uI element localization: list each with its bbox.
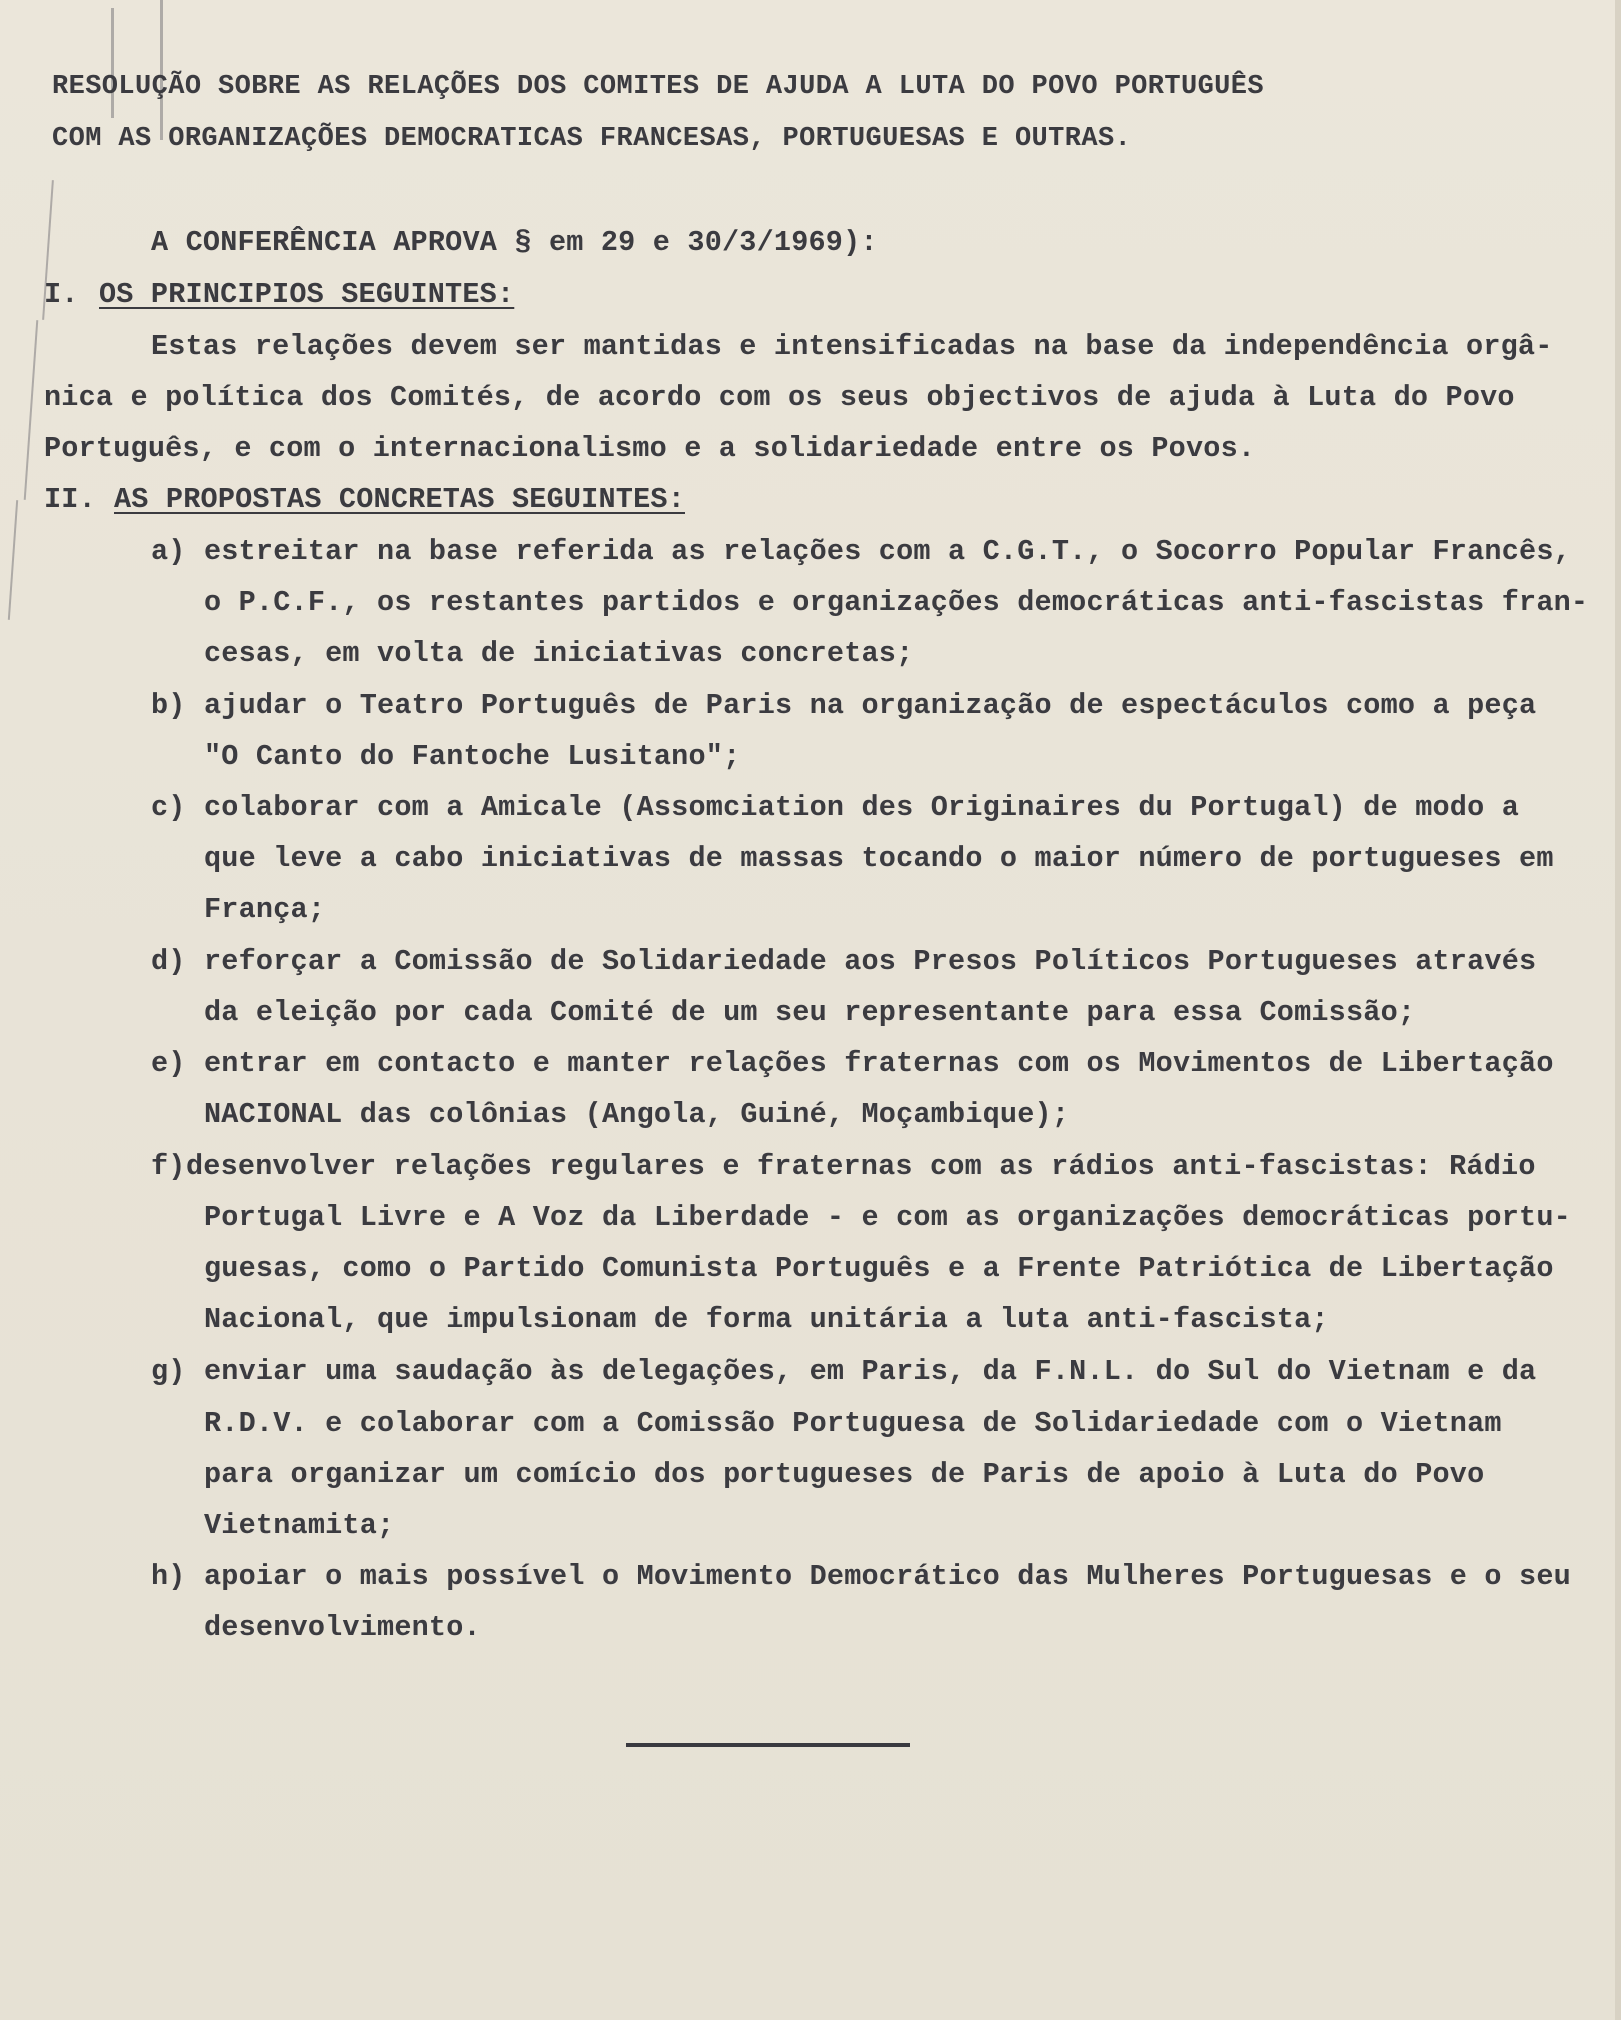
section-2-number: II.	[44, 483, 96, 516]
item-d-line: reforçar a Comissão de Solidariedade aos Presos Políticos Portugueses através	[204, 945, 1537, 978]
item-f-line: guesas, como o Partido Comunista Português e a Frente Patriótica de Libertação	[204, 1252, 1554, 1285]
section-2-heading: AS PROPOSTAS CONCRETAS SEGUINTES:	[114, 483, 685, 516]
item-h-line: apoiar o mais possível o Movimento Democrático das Mulheres Portuguesas e o seu	[204, 1560, 1571, 1593]
intro-line: A CONFERÊNCIA APROVA § em 29 e 30/3/1969):	[151, 226, 878, 259]
item-f-line: desenvolver relações regulares e fraternas com as rádios anti-fascistas: Rádio	[186, 1150, 1536, 1183]
item-c-label: c)	[151, 791, 186, 824]
paper-edge	[1615, 0, 1621, 2020]
pencil-mark	[160, 0, 163, 140]
item-d-line: da eleição por cada Comité de um seu representante para essa Comissão;	[204, 996, 1416, 1029]
item-a-label: a)	[151, 535, 186, 568]
section-1-text-line: Estas relações devem ser mantidas e intensificadas na base da independência orgâ-	[151, 330, 1553, 363]
closing-rule	[626, 1743, 910, 1747]
item-g-line: R.D.V. e colaborar com a Comissão Portuguesa de Solidariedade com o Vietnam	[204, 1407, 1502, 1440]
item-a-line: estreitar na base referida as relações com a C.G.T., o Socorro Popular Francês,	[204, 535, 1571, 568]
item-e-line: NACIONAL das colônias (Angola, Guiné, Moçambique);	[204, 1098, 1070, 1131]
section-1-number: I.	[44, 278, 79, 311]
section-1-heading: OS PRINCIPIOS SEGUINTES:	[99, 278, 515, 311]
item-b-label: b)	[151, 689, 186, 722]
item-f-label: f)	[151, 1150, 186, 1183]
item-g-line: Vietnamita;	[204, 1509, 395, 1542]
item-h-label: h)	[151, 1560, 186, 1593]
item-c-line: que leve a cabo iniciativas de massas tocando o maior número de portugueses em	[204, 842, 1554, 875]
section-1-text-line: nica e política dos Comités, de acordo com os seus objectivos de ajuda à Luta do Povo	[44, 381, 1515, 414]
item-f-line: Portugal Livre e A Voz da Liberdade - e com as organizações democráticas portu-	[204, 1201, 1571, 1234]
item-e-line: entrar em contacto e manter relações fraternas com os Movimentos de Libertação	[204, 1047, 1554, 1080]
item-a-line: cesas, em volta de iniciativas concretas;	[204, 637, 914, 670]
item-e-label: e)	[151, 1047, 186, 1080]
item-f-line: Nacional, que impulsionam de forma unitária a luta anti-fascista;	[204, 1303, 1329, 1336]
item-b-line: "O Canto do Fantoche Lusitano";	[204, 740, 741, 773]
item-a-line: o P.C.F., os restantes partidos e organizações democráticas anti-fascistas fran-	[204, 586, 1589, 619]
item-c-line: França;	[204, 893, 326, 926]
item-d-label: d)	[151, 945, 186, 978]
item-b-line: ajudar o Teatro Português de Paris na organização de espectáculos como a peça	[204, 689, 1537, 722]
item-g-label: g)	[151, 1355, 186, 1388]
section-1-text-line: Português, e com o internacionalismo e a solidariedade entre os Povos.	[44, 432, 1256, 465]
document-title-line-1: RESOLUÇÃO SOBRE AS RELAÇÕES DOS COMITES DE AJUDA A LUTA DO POVO PORTUGUÊS	[52, 72, 1264, 102]
document-title-line-2: COM AS ORGANIZAÇÕES DEMOCRATICAS FRANCESAS, PORTUGUESAS E OUTRAS.	[52, 124, 1132, 154]
item-h-line: desenvolvimento.	[204, 1611, 481, 1644]
item-g-line: para organizar um comício dos portugueses de Paris de apoio à Luta do Povo	[204, 1458, 1485, 1491]
item-g-line: enviar uma saudação às delegações, em Paris, da F.N.L. do Sul do Vietnam e da	[204, 1355, 1537, 1388]
item-c-line: colaborar com a Amicale (Assomciation des Originaires du Portugal) de modo a	[204, 791, 1520, 824]
